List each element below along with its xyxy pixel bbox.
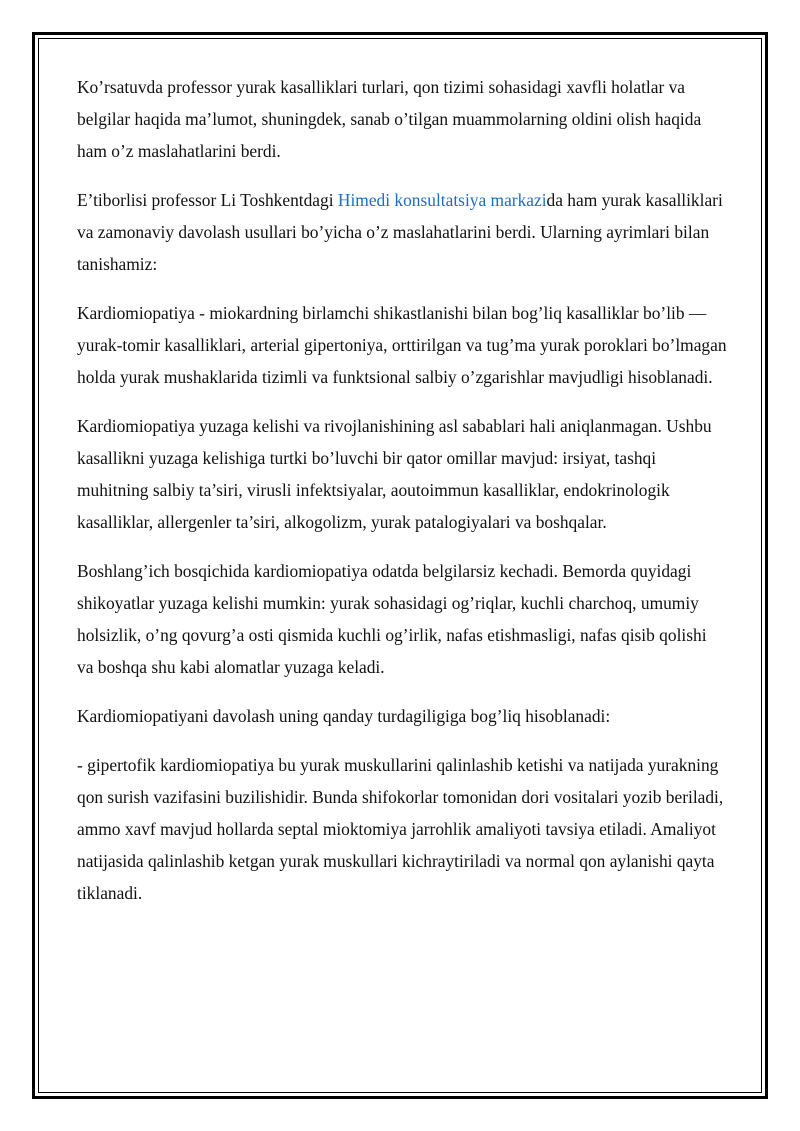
paragraph-5: Boshlang’ich bosqichida kardiomiopatiya odatda belgilarsiz kechadi. Bemorda quyidagi shikoyatlar yuzaga kelishi mumkin: yurak sohasidagi og’riqlar, kuchli charchoq, umumiy holsizlik, o’ng qovurg’a osti qismida kuchli og’irlik, nafas etishmasligi, nafas qisib qolishi va boshqa shu kabi alomatlar yuzaga keladi. [77, 561, 707, 677]
document-body [77, 71, 727, 926]
paragraph-4: Kardiomiopatiya yuzaga kelishi va rivojlanishining asl sabablari hali aniqlanmagan. Ushbu kasallikni yuzaga kelishiga turtki bo’luvchi bir qator omillar mavjud: irsiyat, tashqi muhitning salbiy ta’siri, virusli infektsiyalar, aoutoimmun kasalliklar, endokrinologik kasalliklar, allergenler ta’siri, alkogolizm, yurak patalogiyalari va boshqalar. [77, 416, 712, 532]
himedi-link[interactable]: Himedi konsultatsiya markazi [337, 190, 547, 210]
paragraph-2-before: E’tiborlisi professor Li Toshkentdagi [77, 190, 338, 210]
paragraph-2 [77, 184, 727, 280]
paragraph-3: Kardiomiopatiya - miokardning birlamchi shikastlanishi bilan bog’liq kasalliklar bo’lib — yurak-tomir kasalliklari, arterial gipertoniya, orttirilgan va tug’ma yurak poroklari bo’lmagan holda yurak mushaklarida tizimli va funktsional salbiy o’zgarishlar mavjudligi hisoblanadi. [77, 303, 727, 387]
paragraph-7: - gipertofik kardiomiopatiya bu yurak muskullarini qalinlashib ketishi va natijada yurakning qon surish vazifasini buzilishidir. Bunda shifokorlar tomonidan dori vositalari yozib beriladi, ammo xavf mavjud hollarda septal mioktomiya jarrohlik amaliyoti tavsiya etiladi. Amaliyot natijasida qalinlashib ketgan yurak muskullari kichraytiriladi va normal qon aylanishi qayta tiklanadi. [77, 755, 724, 903]
paragraph-2-after: da ham yurak kasalliklari va zamonaviy davolash usullari bo’yicha o’z maslahatlarini berdi. Ularning ayrimlari bilan tanishamiz: [77, 190, 723, 274]
paragraph-1: Ko’rsatuvda professor yurak kasalliklari turlari, qon tizimi sohasidagi xavfli holatlar va belgilar haqida ma’lumot, shuningdek, sanab o’tilgan muammolarning oldini olish haqida ham o’z maslahatlarini berdi. [77, 77, 702, 161]
paragraph-6: Kardiomiopatiyani davolash uning qanday turdagiligiga bog’liq hisoblanadi: [77, 706, 611, 726]
